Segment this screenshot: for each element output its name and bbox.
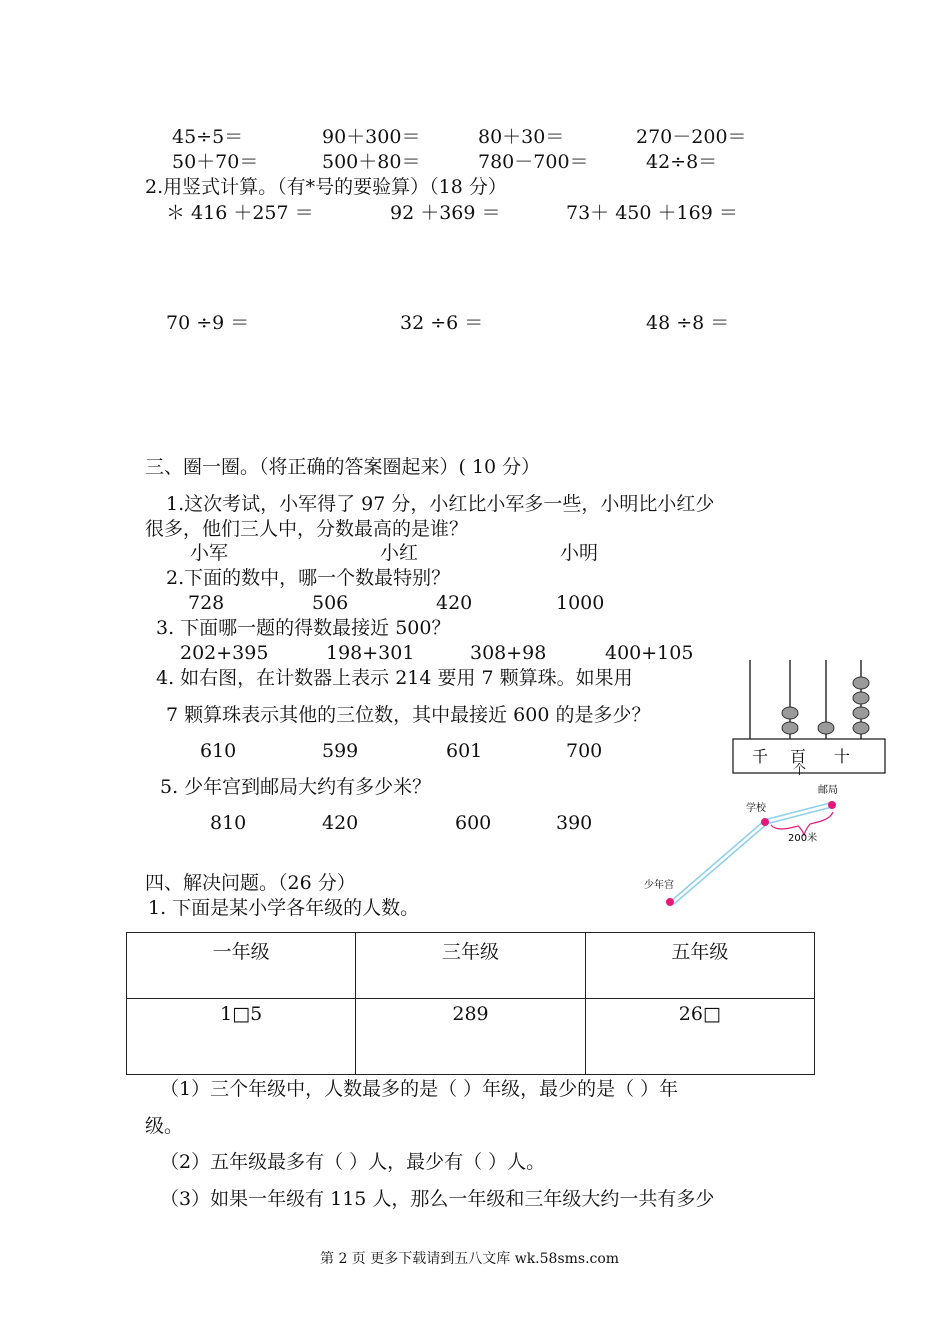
q5-option: 420 (322, 812, 359, 834)
abacus-bead (782, 722, 798, 734)
mental-item: 80＋30＝ (478, 126, 565, 148)
mental-item: 270－200＝ (636, 126, 747, 148)
vertical-item: 70 ÷9 ＝ (166, 312, 250, 334)
abacus-bead (853, 677, 869, 689)
abacus-bead (782, 707, 798, 719)
q3-text: 3. 下面哪一题的得数最接近 500？ (156, 617, 451, 639)
sub-question-3: （3）如果一年级有 115 人，那么一年级和三年级大约一共有多少 (160, 1188, 715, 1210)
route-line (670, 803, 832, 904)
abacus-label: 千 (751, 747, 769, 766)
vertical-item: ＊ 416 ＋257 ＝ (166, 202, 314, 224)
mental-item: 50＋70＝ (172, 151, 259, 173)
mental-item: 90＋300＝ (322, 126, 421, 148)
problem1-text: 1. 下面是某小学各年级的人数。 (148, 897, 420, 919)
abacus-bead (853, 707, 869, 719)
q5-text: 5. 少年宫到邮局大约有多少米？ (160, 776, 432, 798)
distance-label: 200米 (788, 833, 818, 844)
abacus-label: 百 (789, 747, 807, 766)
table-header: 一年级 (127, 933, 356, 999)
vertical-calc-title: 2.用竖式计算。（有*号的要验算）（18 分） (145, 176, 507, 198)
q3-option: 198+301 (326, 642, 415, 664)
table-row (127, 933, 815, 999)
vertical-item: 73＋ 450 ＋169 ＝ (566, 202, 738, 224)
q3-option: 400+105 (605, 642, 694, 664)
q2-option: 728 (188, 592, 225, 614)
sub-question-1: （1）三个年级中，人数最多的是（ ）年级，最少的是（ ）年 (160, 1078, 679, 1100)
q4-option: 601 (446, 740, 483, 762)
q3-option: 202+395 (180, 642, 269, 664)
abacus-label: 十 (833, 747, 851, 766)
q2-option: 506 (312, 592, 349, 614)
abacus-bead (818, 722, 834, 734)
vertical-item: 92 ＋369 ＝ (390, 202, 501, 224)
q4-option: 599 (322, 740, 359, 762)
page-footer: 第 2 页 更多下载请到五八文库 wk.58sms.com (320, 1251, 620, 1267)
table-cell: 1□5 (127, 999, 356, 1075)
q5-option: 810 (210, 812, 247, 834)
youth-palace-label: 少年宫 (644, 880, 674, 891)
q5-option: 600 (455, 812, 492, 834)
q2-option: 420 (436, 592, 473, 614)
mental-item: 42÷8＝ (646, 151, 718, 173)
abacus-bead (853, 692, 869, 704)
section4-title: 四、解决问题。（26 分） (145, 872, 356, 894)
table-header: 三年级 (356, 933, 585, 999)
q4-option: 700 (566, 740, 603, 762)
school-dot (761, 818, 769, 826)
grade-table (126, 932, 815, 1075)
vertical-item: 48 ÷8 ＝ (646, 312, 730, 334)
table-header: 五年级 (585, 933, 814, 999)
table-row (127, 999, 815, 1075)
q1-option: 小军 (190, 542, 229, 564)
q1-text: 1.这次考试，小军得了 97 分，小红比小军多一些，小明比小红少 (166, 493, 715, 515)
table-cell: 26□ (585, 999, 814, 1075)
route-map (640, 785, 840, 915)
abacus-label: 个 (793, 763, 807, 778)
mental-item: 500＋80＝ (322, 151, 421, 173)
q4-option: 610 (200, 740, 237, 762)
q5-option: 390 (556, 812, 593, 834)
q2-text: 2.下面的数中，哪一个数最特别？ (166, 567, 451, 589)
vertical-item: 32 ÷6 ＝ (400, 312, 484, 334)
q4-text: 4. 如右图，在计数器上表示 214 要用 7 颗算珠。如果用 (156, 667, 633, 689)
q4-text: 7 颗算珠表示其他的三位数，其中最接近 600 的是多少？ (166, 704, 651, 726)
school-label: 学校 (746, 803, 766, 814)
section3-title: 三、圈一圈。（将正确的答案圈起来）( 10 分） (145, 456, 541, 478)
q3-option: 308+98 (470, 642, 547, 664)
table-cell: 289 (356, 999, 585, 1075)
post-office-label: 邮局 (818, 785, 838, 796)
sub-question-1: 级。 (145, 1115, 184, 1137)
q1-text: 很多，他们三人中，分数最高的是谁？ (145, 518, 469, 540)
q2-option: 1000 (556, 592, 605, 614)
q1-option: 小红 (380, 542, 419, 564)
youth-palace-dot (666, 898, 674, 906)
q1-option: 小明 (560, 542, 599, 564)
abacus-bead (853, 722, 869, 734)
mental-item: 780－700＝ (478, 151, 589, 173)
sub-question-2: （2）五年级最多有（ ）人，最少有（ ）人。 (160, 1151, 546, 1173)
abacus-figure (730, 658, 890, 778)
mental-item: 45÷5＝ (172, 126, 244, 148)
post-office-dot (828, 801, 836, 809)
